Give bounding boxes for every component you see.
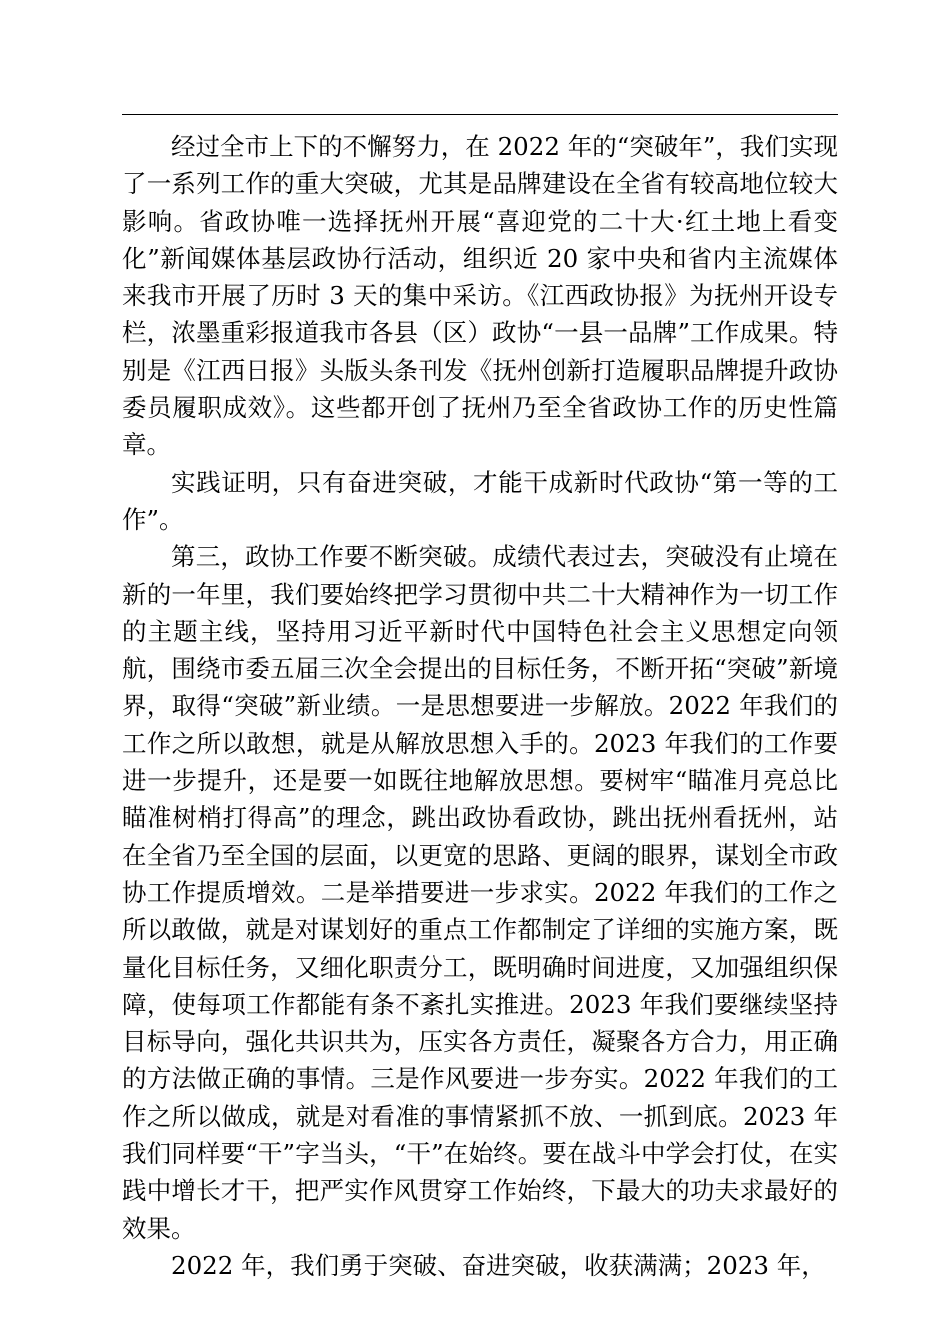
header-rule xyxy=(122,114,838,115)
paragraph-third-point: 第三，政协工作要不断突破。成绩代表过去，突破没有止境在新的一年里，我们要始终把学习贯彻中共二十大精神作为一切工作的主题主线，坚持用习近平新时代中国特色社会主义思想定向领航，围绕市委五届三次全会提出的目标任务，不断开拓“突破”新境界，取得“突破”新业绩。一是思想要进一步解放。2022 年我们的工作之所以敢想，就是从解放思想入手的。2023 年我们的工作要进一步提升，还是要一如既往地解放思想。要树牢“瞄准月亮总比瞄准树梢打得高”的理念，跳出政协看政协，跳出抚州看抚州，站在全省乃至全国的层面，以更宽的思路、更阔的眼界，谋划全市政协工作提质增效。二是举措要进一步求实。2022 年我们的工作之所以敢做，就是对谋划好的重点工作都制定了详细的实施方案，既量化目标任务，又细化职责分工，既明确时间进度，又加强组织保障，使每项工作都能有条不紊扎实推进。2023 年我们要继续坚持目标导向，强化共识共为，压实各方责任，凝聚各方合力，用正确的方法做正确的事情。三是作风要进一步夯实。2022 年我们的工作之所以做成，就是对看准的事情紧抓不放、一抓到底。2023 年我们同样要“干”字当头，“干”在始终。要在战斗中学会打仗，在实践中增长才干，把严实作风贯穿工作始终，下最大的功夫求最好的效果。 xyxy=(122,542,838,1243)
paragraph-closing: 2022 年，我们勇于突破、奋进突破，收获满满；2023 年， xyxy=(171,1250,826,1280)
paragraph-practice-proves: 实践证明，只有奋进突破，才能干成新时代政协“第一等的工作”。 xyxy=(122,467,838,534)
document-body xyxy=(122,128,838,1284)
paragraph-breakthrough-year: 经过全市上下的不懈努力，在 2022 年的“突破年”，我们实现了一系列工作的重大突破，尤其是品牌建设在全省有较高地位较大影响。省政协唯一选择抚州开展“喜迎党的二十大·红土地上看变化”新闻媒体基层政协行活动，组织近 20 家中央和省内主流媒体来我市开展了历时 3 天的集中采访。《江西政协报》为抚州开设专栏，浓墨重彩报道我市各县（区）政协“一县一品牌”工作成果。特别是《江西日报》头版头条刊发《抚州创新打造履职品牌提升政协委员履职成效》。这些都开创了抚州乃至全省政协工作的历史性篇章。 xyxy=(122,132,838,460)
